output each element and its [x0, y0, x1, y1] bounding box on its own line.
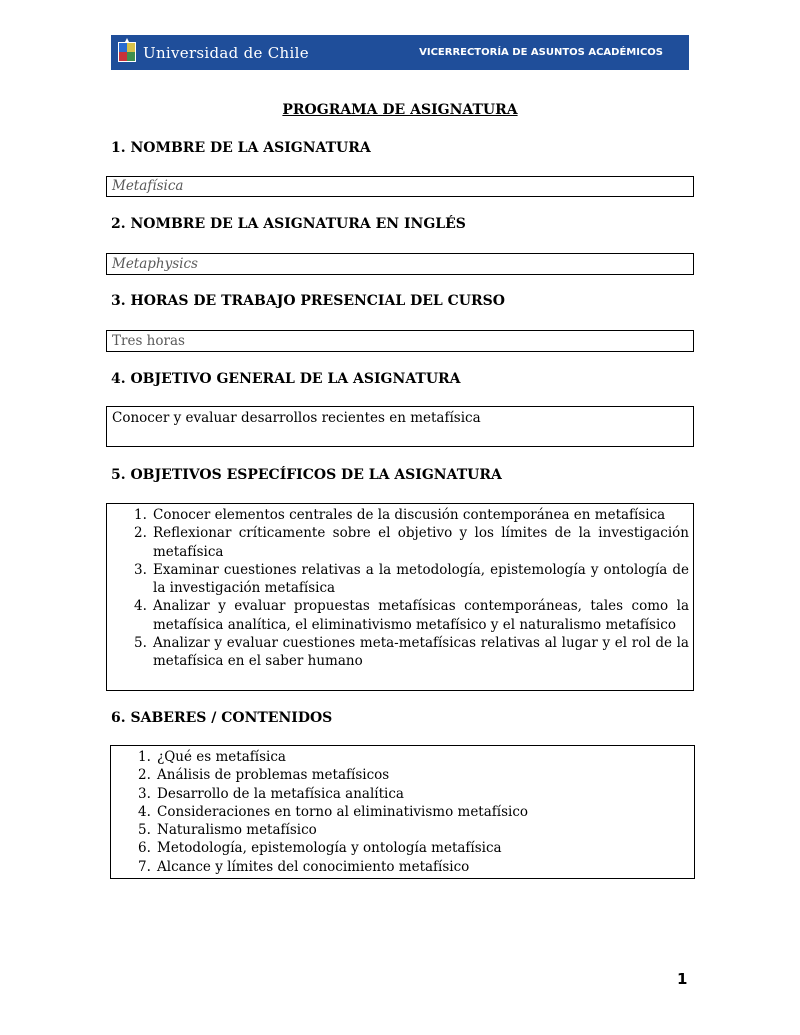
- specific-objectives-list: [107, 506, 693, 671]
- section-4-heading: 4. OBJETIVO GENERAL DE LA ASIGNATURA: [111, 371, 461, 387]
- hours-field: [106, 330, 694, 352]
- course-name-english-field: [106, 253, 694, 275]
- list-item: 2. Análisis de problemas metafísicos: [138, 767, 390, 784]
- page-number: 1: [677, 970, 688, 988]
- list-item: 1. ¿Qué es metafísica: [138, 749, 286, 765]
- list-item: 1. Conocer elementos centrales de la discusión contemporánea en metafísica: [134, 507, 666, 523]
- section-5-heading: 5. OBJETIVOS ESPECÍFICOS DE LA ASIGNATURA: [111, 467, 502, 483]
- course-name-english-value: Metaphysics: [112, 256, 198, 272]
- list-item: 4. Consideraciones en torno al eliminativismo metafísico: [138, 803, 529, 820]
- general-objective-value: Conocer y evaluar desarrollos recientes en metafísica: [112, 410, 481, 426]
- course-name-value: Metafísica: [112, 178, 184, 194]
- list-item: 2. Reflexionar críticamente sobre el objetivo y los límites de la investigación metafísica: [134, 525, 689, 560]
- hours-value: Tres horas: [112, 333, 185, 349]
- section-2-heading: 2. NOMBRE DE LA ASIGNATURA EN INGLÉS: [111, 216, 466, 232]
- list-item: 7. Alcance y límites del conocimiento metafísico: [138, 858, 470, 875]
- document-title: PROGRAMA DE ASIGNATURA: [282, 102, 518, 118]
- university-crest-icon: [117, 38, 137, 66]
- section-6-heading: 6. SABERES / CONTENIDOS: [111, 710, 333, 726]
- general-objective-field: [106, 406, 694, 447]
- specific-objectives-box: [106, 503, 694, 691]
- list-item: 5. Analizar y evaluar cuestiones meta-metafísicas relativas al lugar y el rol de la metafísica en el saber humano: [134, 635, 689, 670]
- section-3-heading: 3. HORAS DE TRABAJO PRESENCIAL DEL CURSO: [111, 293, 505, 309]
- section-1-heading: 1. NOMBRE DE LA ASIGNATURA: [111, 140, 371, 156]
- header-banner: [111, 35, 689, 70]
- list-item: 6. Metodología, epistemología y ontología metafísica: [138, 840, 502, 857]
- list-item: 4. Analizar y evaluar propuestas metafísicas contemporáneas, tales como la metafísica analítica, el eliminativismo metafísico y el naturalismo metafísico: [134, 598, 689, 633]
- list-item: 3. Examinar cuestiones relativas a la metodología, epistemología y ontología de la investigación metafísica: [134, 561, 689, 597]
- course-name-field: [106, 176, 694, 197]
- university-name: Universidad de Chile: [143, 44, 309, 62]
- contents-box: [110, 745, 695, 879]
- vicerrectoria-label: VICERRECTORÍA DE ASUNTOS ACADÉMICOS: [419, 47, 663, 58]
- list-item: 5. Naturalismo metafísico: [138, 822, 317, 839]
- list-item: 3. Desarrollo de la metafísica analítica: [138, 785, 404, 802]
- contents-list: [111, 748, 694, 876]
